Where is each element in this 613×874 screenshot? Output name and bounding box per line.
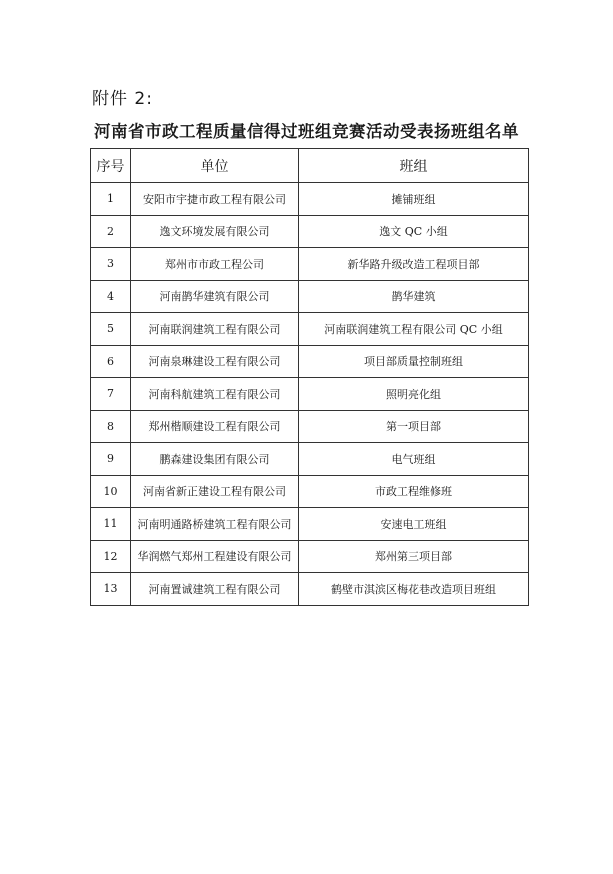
cell-team: 电气班组	[299, 443, 529, 476]
table-row	[91, 215, 529, 248]
cell-team: 郑州第三项目部	[299, 540, 529, 573]
table-header-row	[91, 149, 529, 183]
cell-no: 10	[91, 475, 131, 508]
header-no: 序号	[91, 149, 131, 183]
cell-unit: 河南明通路桥建筑工程有限公司	[131, 508, 299, 541]
cell-no: 7	[91, 378, 131, 411]
cell-unit: 鹏森建设集团有限公司	[131, 443, 299, 476]
cell-team: 照明亮化组	[299, 378, 529, 411]
cell-team: 第一项目部	[299, 410, 529, 443]
cell-no: 4	[91, 280, 131, 313]
cell-unit: 河南置诚建筑工程有限公司	[131, 573, 299, 606]
commendation-table	[90, 148, 529, 606]
table-row	[91, 573, 529, 606]
table-row	[91, 508, 529, 541]
cell-team: 项目部质量控制班组	[299, 345, 529, 378]
cell-unit: 安阳市宇捷市政工程有限公司	[131, 183, 299, 216]
cell-team: 鹤壁市淇滨区梅花巷改造项目班组	[299, 573, 529, 606]
cell-no: 9	[91, 443, 131, 476]
header-team: 班组	[299, 149, 529, 183]
cell-no: 8	[91, 410, 131, 443]
header-unit: 单位	[131, 149, 299, 183]
table-row	[91, 410, 529, 443]
cell-unit: 华润燃气郑州工程建设有限公司	[131, 540, 299, 573]
cell-team: 新华路升级改造工程项目部	[299, 248, 529, 281]
cell-no: 2	[91, 215, 131, 248]
cell-unit: 逸文环境发展有限公司	[131, 215, 299, 248]
table-row	[91, 183, 529, 216]
cell-team: 河南联润建筑工程有限公司 QC 小组	[299, 313, 529, 346]
table-row	[91, 540, 529, 573]
cell-no: 13	[91, 573, 131, 606]
attachment-label: 附件 2:	[92, 89, 153, 109]
cell-unit: 郑州市市政工程公司	[131, 248, 299, 281]
table-row	[91, 345, 529, 378]
cell-team: 市政工程维修班	[299, 475, 529, 508]
cell-team: 安速电工班组	[299, 508, 529, 541]
table-row	[91, 475, 529, 508]
table-row	[91, 248, 529, 281]
document-title: 河南省市政工程质量信得过班组竞赛活动受表扬班组名单	[94, 122, 519, 141]
cell-no: 1	[91, 183, 131, 216]
table-row	[91, 313, 529, 346]
cell-unit: 河南联润建筑工程有限公司	[131, 313, 299, 346]
cell-unit: 河南泉琳建设工程有限公司	[131, 345, 299, 378]
cell-no: 5	[91, 313, 131, 346]
cell-no: 12	[91, 540, 131, 573]
cell-no: 6	[91, 345, 131, 378]
table-row	[91, 280, 529, 313]
cell-unit: 河南科航建筑工程有限公司	[131, 378, 299, 411]
cell-team: 鹊华建筑	[299, 280, 529, 313]
cell-no: 3	[91, 248, 131, 281]
cell-no: 11	[91, 508, 131, 541]
cell-team: 摊铺班组	[299, 183, 529, 216]
cell-team: 逸文 QC 小组	[299, 215, 529, 248]
cell-unit: 郑州楷顺建设工程有限公司	[131, 410, 299, 443]
cell-unit: 河南鹊华建筑有限公司	[131, 280, 299, 313]
cell-unit: 河南省新正建设工程有限公司	[131, 475, 299, 508]
table-row	[91, 443, 529, 476]
table-row	[91, 378, 529, 411]
